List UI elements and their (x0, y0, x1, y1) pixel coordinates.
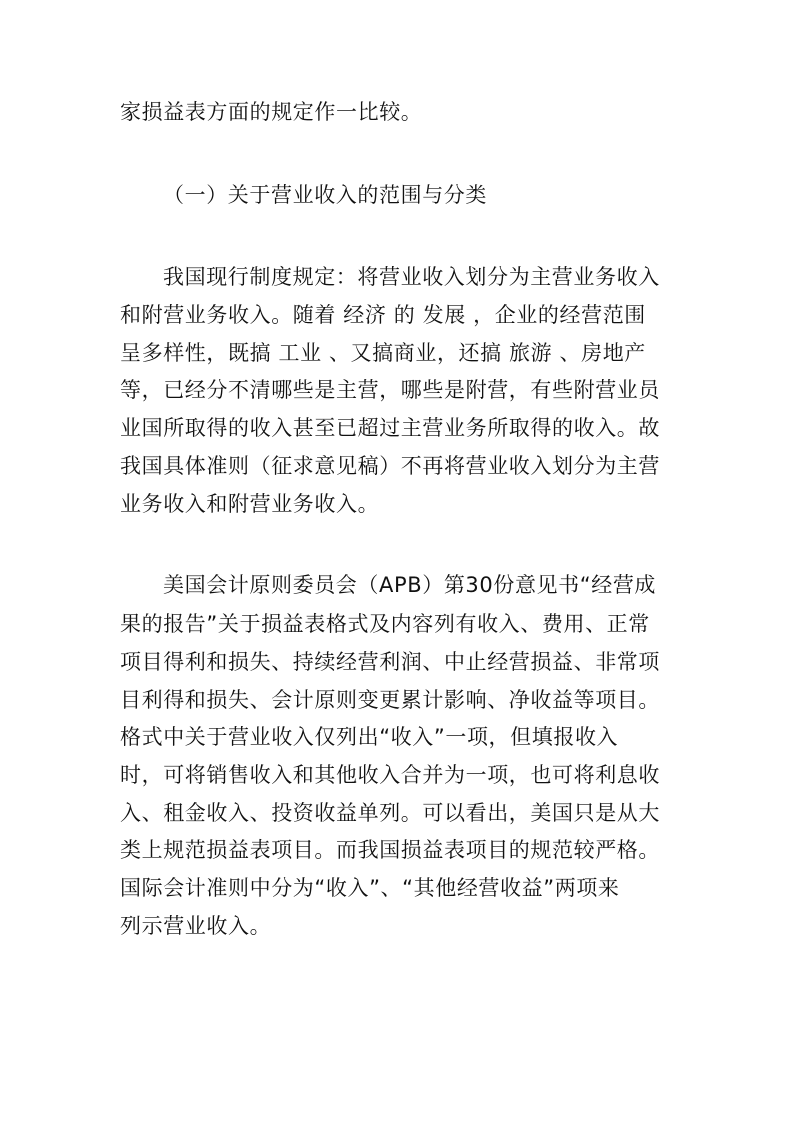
paragraph-line: 列示营业收入。 (120, 914, 272, 938)
paragraph-line: 业国所取得的收入甚至已超过主营业务所取得的收入。故 (120, 416, 660, 440)
paragraph-line: 项目得利和损失、持续经营利润、中止经营损益、非常项 (120, 650, 660, 674)
paragraph-line: 等，已经分不清哪些是主营，哪些是附营，有些附营业员 (120, 378, 660, 402)
paragraph-line: 果的报告”关于损益表格式及内容列有收入、费用、正常 (120, 612, 650, 636)
paragraph-line: 我国现行制度规定：将营业收入划分为主营业务收入 (163, 265, 660, 289)
paragraph-line: 业务收入和附营业务收入。 (120, 492, 380, 516)
paragraph-line: 类上规范损益表项目。而我国损益表项目的规范较严格。 (120, 838, 660, 862)
paragraph-line: 目利得和损失、会计原则变更累计影响、净收益等项目。 (120, 688, 660, 712)
intro-line: 家损益表方面的规定作一比较。 (120, 100, 423, 124)
paragraph-line: 呈多样性，既搞 工业 、又搞商业，还搞 旅游 、房地产 (120, 341, 646, 365)
paragraph-line: 格式中关于营业收入仅列出“收入”一项，但填报收入 (120, 725, 619, 749)
paragraph-line: 我国具体准则（征求意见稿）不再将营业收入划分为主营 (120, 454, 660, 478)
paragraph-line: 入、租金收入、投资收益单列。可以看出，美国只是从大 (120, 801, 660, 825)
paragraph-line: 美国会计原则委员会（APB）第30份意见书“经营成 (163, 573, 657, 597)
paragraph-line: 时，可将销售收入和其他收入合并为一项，也可将利息收 (120, 763, 660, 787)
section-heading: （一）关于营业收入的范围与分类 (163, 183, 487, 207)
paragraph-line: 国际会计准则中分为“收入”、“其他经营收益”两项来 (120, 876, 620, 900)
paragraph-line: 和附营业务收入。随着 经济 的 发展 ，企业的经营范围 (120, 303, 646, 327)
